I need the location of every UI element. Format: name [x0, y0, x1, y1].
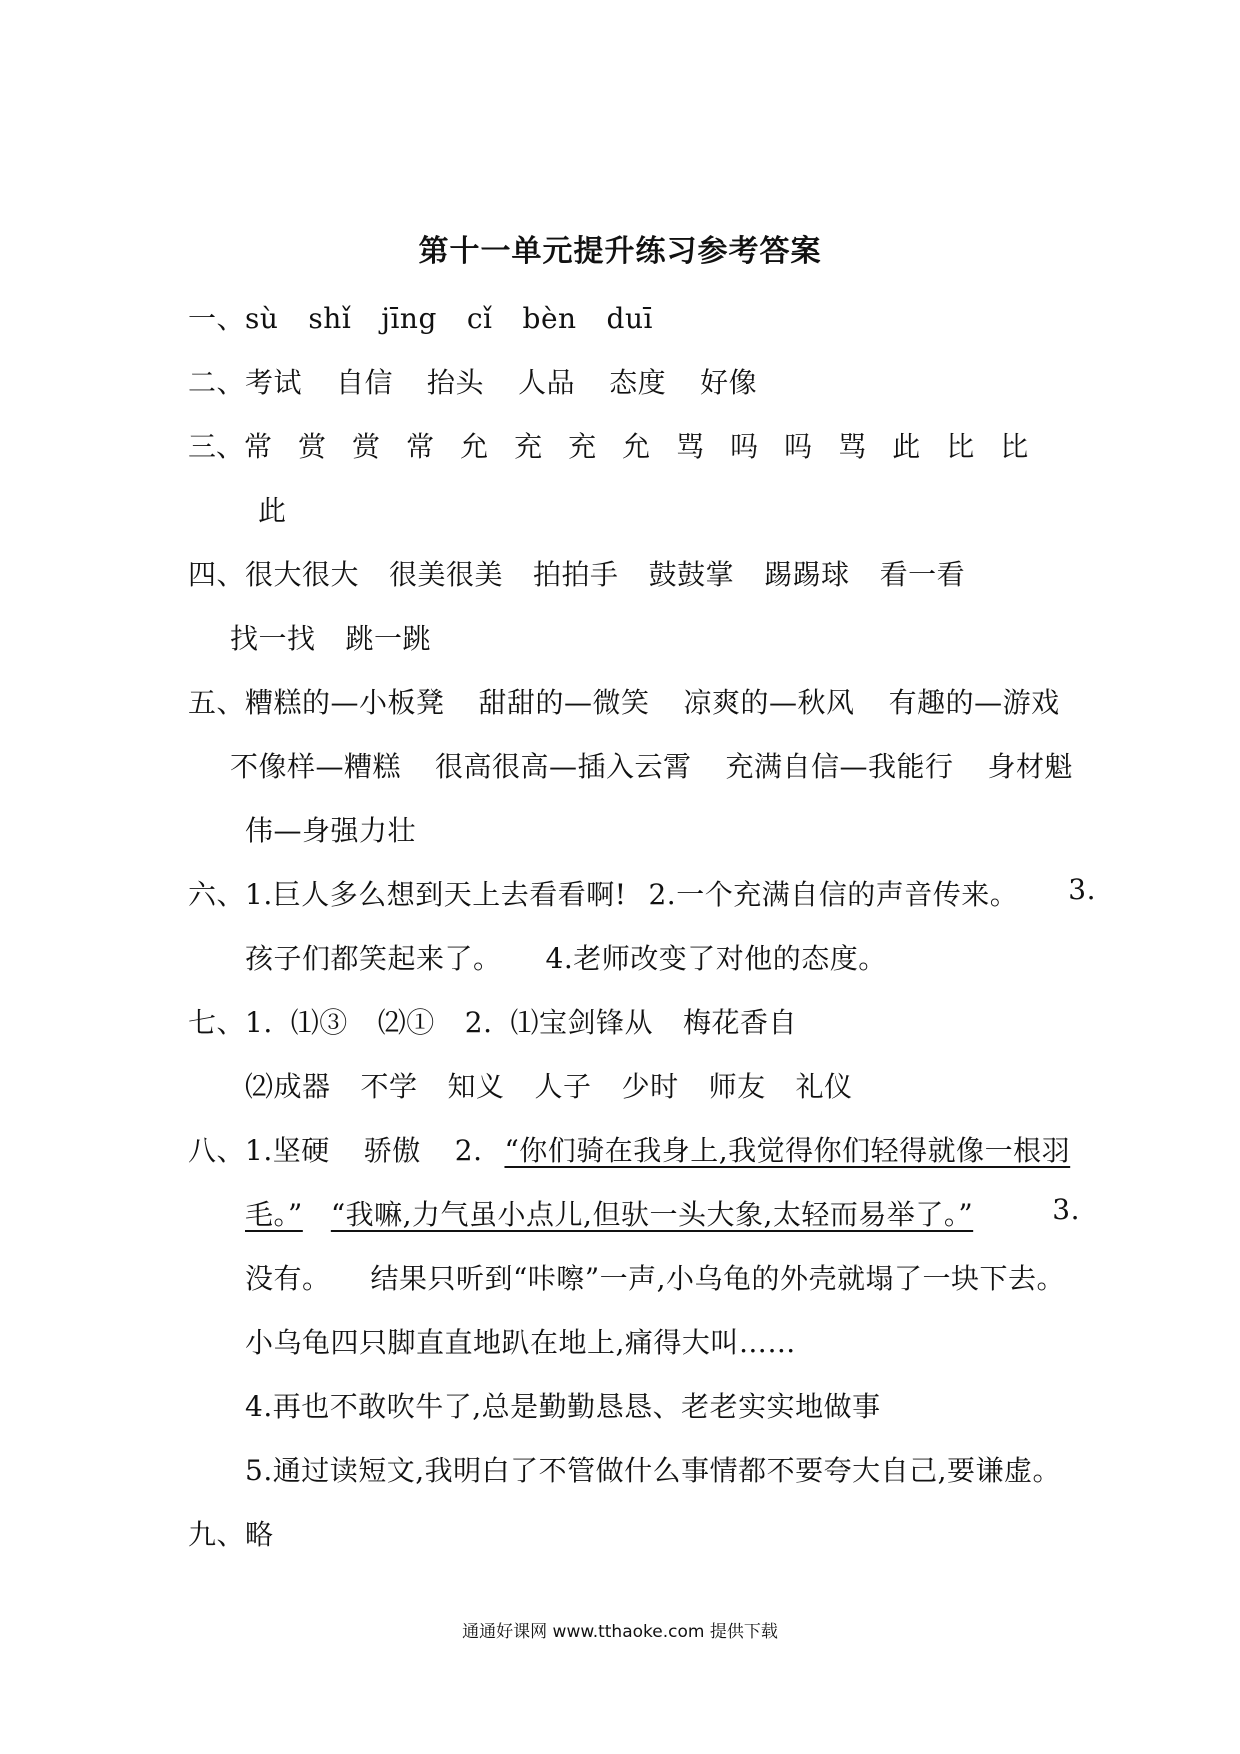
part-number: 1. — [245, 1006, 273, 1039]
pinyin-item: jīng — [381, 302, 437, 335]
word-item: 拍拍手 — [533, 558, 619, 591]
answer-line-7 — [188, 1001, 797, 1041]
part-number: 2. — [464, 1006, 493, 1039]
answer-item: ⑴③ — [290, 1006, 348, 1039]
word-item: 人品 — [518, 366, 576, 399]
answer-item: 师友 — [708, 1070, 766, 1103]
answer-item: 结果只听到“咔嚓”一声,小乌龟的外壳就塌了一块下去。 — [370, 1262, 1066, 1295]
answer-line-5-cont2 — [245, 809, 416, 849]
char-item: 常 — [406, 430, 435, 463]
word-item: 跳一跳 — [345, 622, 432, 655]
char-item: 允 — [622, 430, 651, 463]
pinyin-item: duī — [606, 302, 653, 335]
char-item: 赏 — [352, 430, 381, 463]
match-item: 充满自信—我能行 — [725, 750, 954, 783]
question-label: 八、 — [188, 1134, 246, 1167]
answer-item: ⑴宝剑锋从 — [510, 1006, 653, 1039]
match-item: 不像样—糟糕 — [230, 750, 402, 783]
word-item: 看一看 — [879, 558, 966, 591]
answer-item: 不学 — [360, 1070, 418, 1103]
answer-item: 1.坚硬 — [245, 1134, 330, 1167]
match-item: 伟—身强力壮 — [245, 814, 417, 847]
sentence-item: 孩子们都笑起来了。 — [245, 942, 502, 975]
answer-line-6 — [188, 873, 1096, 913]
word-item: 鼓鼓掌 — [648, 558, 735, 591]
char-item: 比 — [1000, 430, 1029, 463]
page-title: 第十一单元提升练习参考答案 — [418, 234, 822, 269]
char-item: 充 — [568, 430, 597, 463]
part-number: 2. — [454, 1134, 483, 1167]
char-item: 此 — [892, 430, 921, 463]
char-item: 骂 — [838, 430, 867, 463]
sentence-item: 4.老师改变了对他的态度。 — [545, 942, 887, 975]
char-item: 常 — [244, 430, 273, 463]
answer-line-7-cont — [245, 1065, 853, 1105]
char-item: 比 — [946, 430, 975, 463]
word-item: 考试 — [245, 366, 303, 399]
answer-line-4-cont — [230, 617, 431, 657]
answer-line-8-cont — [245, 1193, 1080, 1233]
answer-item: 梅花香自 — [683, 1006, 798, 1039]
char-item: 吗 — [784, 430, 813, 463]
pinyin-item: bèn — [522, 302, 577, 335]
answer-line-3-cont — [258, 489, 287, 529]
char-item: 骂 — [676, 430, 705, 463]
answer-item: 5.通过读短文,我明白了不管做什么事情都不要夸大自己,要谦虚。 — [245, 1454, 1062, 1487]
answer-line-8-cont3 — [245, 1321, 796, 1361]
match-item: 甜甜的—微笑 — [478, 686, 650, 719]
word-item: 自信 — [336, 366, 394, 399]
question-label: 七、 — [188, 1006, 246, 1039]
char-item: 赏 — [298, 430, 327, 463]
sentence-item: 2.一个充满自信的声音传来。 — [648, 878, 1019, 911]
answer-line-5-cont — [230, 745, 1073, 785]
word-item: 很美很美 — [389, 558, 504, 591]
answer-item: ⑵成器 — [245, 1070, 331, 1103]
answer-item: 略 — [245, 1518, 274, 1551]
match-item: 身材魁 — [987, 750, 1074, 783]
quoted-sentence: 毛。” — [245, 1198, 303, 1231]
quoted-sentence: “我嘛,力气虽小点儿,但驮一头大象,太轻而易举了。” — [330, 1198, 974, 1231]
answer-line-5 — [188, 681, 1060, 721]
answer-item: 礼仪 — [795, 1070, 853, 1103]
answer-line-2 — [188, 361, 757, 401]
pinyin-item: sù — [245, 302, 279, 335]
part-number: 3. — [1052, 1193, 1080, 1226]
char-item: 吗 — [730, 430, 759, 463]
answer-line-6-cont — [245, 937, 887, 977]
word-item: 找一找 — [230, 622, 316, 655]
pinyin-item: shǐ — [308, 302, 352, 335]
word-item: 态度 — [609, 366, 667, 399]
answer-item: 小乌龟四只脚直直地趴在地上,痛得大叫…… — [245, 1326, 796, 1359]
sentence-number: 3. — [1068, 873, 1096, 906]
question-label: 一、 — [188, 302, 246, 335]
word-item: 好像 — [700, 366, 758, 399]
answer-item: 人子 — [534, 1070, 592, 1103]
answer-item: 没有。 — [245, 1262, 331, 1295]
answer-item: 知义 — [447, 1070, 505, 1103]
char-item: 允 — [460, 430, 489, 463]
question-label: 五、 — [188, 686, 246, 719]
answer-line-8-cont5 — [245, 1449, 1061, 1489]
sentence-item: 1.巨人多么想到天上去看看啊! — [245, 878, 627, 911]
question-label: 四、 — [188, 558, 246, 591]
char-item: 充 — [514, 430, 543, 463]
answer-line-9 — [188, 1513, 274, 1553]
answer-line-4 — [188, 553, 965, 593]
answer-item: 4.再也不敢吹牛了,总是勤勤恳恳、老老实实地做事 — [245, 1390, 881, 1423]
page-footer: 通通好课网 www.tthaoke.com 提供下载 — [462, 1622, 778, 1642]
match-item: 凉爽的—秋风 — [683, 686, 855, 719]
char-item: 此 — [258, 494, 287, 527]
answer-line-8-cont2 — [245, 1257, 1065, 1297]
word-item: 很大很大 — [245, 558, 360, 591]
answer-line-1 — [188, 297, 653, 337]
answer-item: ⑵① — [377, 1006, 435, 1039]
answer-item: 少时 — [621, 1070, 679, 1103]
question-label: 六、 — [188, 878, 246, 911]
question-label: 三、 — [188, 430, 245, 463]
word-item: 踢踢球 — [764, 558, 850, 591]
match-item: 有趣的—游戏 — [888, 686, 1060, 719]
answer-line-8 — [188, 1129, 1070, 1169]
match-item: 糟糕的—小板凳 — [245, 686, 445, 719]
pinyin-item: cǐ — [466, 302, 493, 335]
question-label: 二、 — [188, 366, 246, 399]
answer-item: 骄傲 — [363, 1134, 421, 1167]
quoted-sentence: “你们骑在我身上,我觉得你们轻得就像一根羽 — [504, 1134, 1071, 1167]
word-item: 抬头 — [427, 366, 485, 399]
match-item: 很高很高—插入云霄 — [435, 750, 692, 783]
answer-line-3 — [188, 425, 1028, 465]
question-label: 九、 — [188, 1518, 246, 1551]
answer-line-8-cont4 — [245, 1385, 881, 1425]
